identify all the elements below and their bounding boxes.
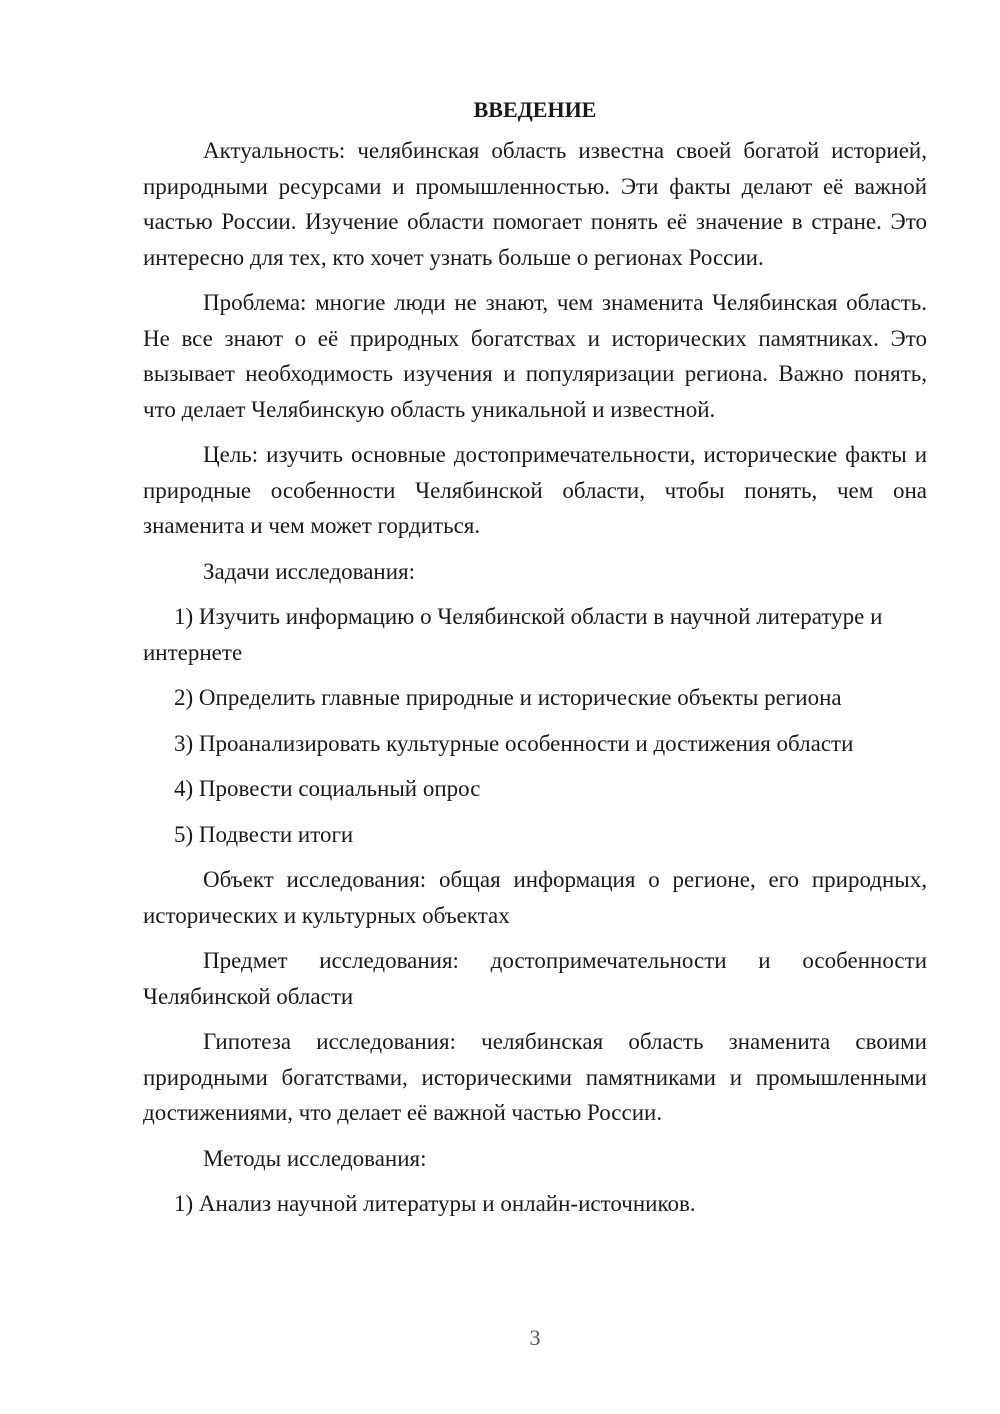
task-item: 2) Определить главные природные и исторические объекты региона — [174, 685, 842, 710]
hypothesis-paragraph: Гипотеза исследования: челябинская область знаменита своими природными богатствами, историческими памятниками и промышленными достижениями, что делает её важной частью России. — [143, 1029, 927, 1125]
methods-heading: Методы исследования: — [203, 1145, 427, 1171]
goal-paragraph: Цель: изучить основные достопримечательности, исторические факты и природные особенности Челябинской области, чтобы понять, чем она знаменита и чем может гордиться. — [143, 442, 927, 538]
task-item: 4) Провести социальный опрос — [174, 776, 481, 801]
problem-paragraph: Проблема: многие люди не знают, чем знаменита Челябинская область. Не все знают о её природных богатствах и исторических памятниках. Это вызывает необходимость изучения и популяризации региона. Важно понять, что делает Челябинскую область уникальной и известной. — [143, 290, 927, 422]
method-item: 1) Анализ научной литературы и онлайн-источников. — [174, 1191, 696, 1216]
task-item: 3) Проанализировать культурные особенности и достижения области — [174, 730, 854, 756]
task-item: 1) Изучить информацию о Челябинской области в научной литературе и интернете — [143, 604, 883, 665]
page-number: 3 — [529, 1325, 541, 1350]
tasks-heading: Задачи исследования: — [203, 558, 416, 584]
object-paragraph: Объект исследования: общая информация о регионе, его природных, исторических и культурных объектах — [143, 867, 927, 928]
section-title: ВВЕДЕНИЕ — [473, 97, 597, 122]
document-page — [143, 92, 927, 1232]
task-item: 5) Подвести итоги — [174, 821, 354, 847]
subject-paragraph: Предмет исследования: достопримечательности и особенности Челябинской области — [143, 948, 927, 1009]
relevance-paragraph: Актуальность: челябинская область известна своей богатой историей, природными ресурсами и промышленностью. Эти факты делают её важной частью России. Изучение области помогает понять её значение в стране. Это интересно для тех, кто хочет узнать больше о регионах России. — [143, 138, 927, 270]
